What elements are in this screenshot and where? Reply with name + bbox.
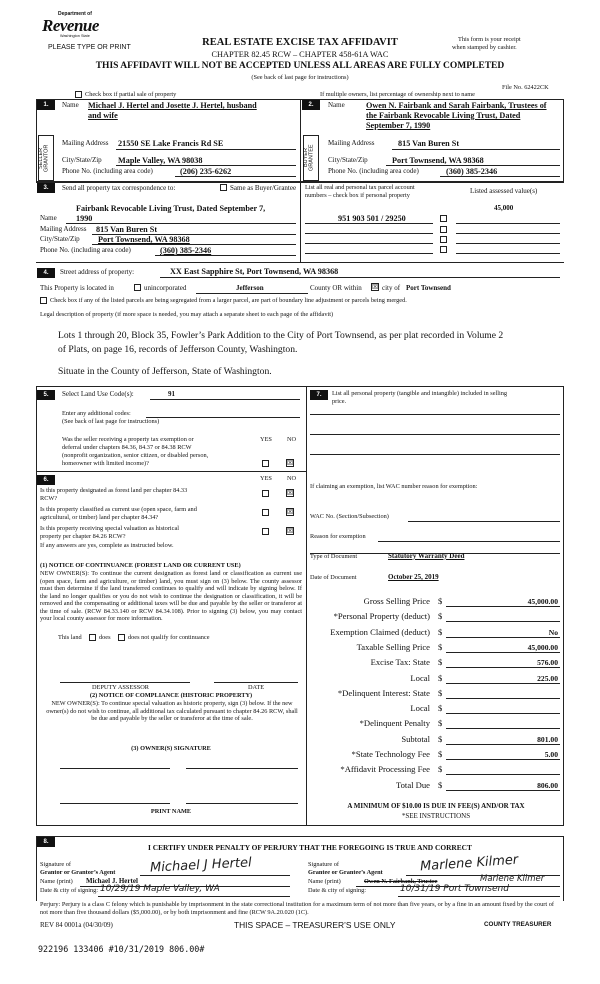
forest-yes-checkbox[interactable] [262, 490, 269, 497]
buyer-name-line2: the Fairbank Revocable Living Trust, Dated [366, 111, 521, 120]
dor-logo [38, 12, 98, 40]
correspondence-name-label: Name [40, 214, 57, 222]
exemption-q-line3: (nonprofit organization, senior citizen, or disabled person, [62, 452, 209, 459]
correspondence-city: Port Townsend, WA 98368 [98, 235, 190, 244]
correspondence-mail: 815 Van Buren St [96, 225, 158, 234]
buyer-side-label: BUYER GRANTEE [303, 135, 319, 181]
section-3-number: 3. [37, 183, 55, 193]
grantee-agent-label: Grantee or Grantee’s Agent [308, 869, 383, 876]
does-not-qualify-checkbox[interactable] [118, 634, 125, 641]
tax-row-dollar: $ [438, 642, 443, 652]
buyer-mail-label: Mailing Address [328, 139, 375, 147]
tax-row-dollar: $ [438, 657, 443, 667]
seller-phone-label: Phone No. (including area code) [62, 167, 153, 175]
correspondence-name-line1: Fairbank Revocable Living Trust, Dated September 7, [76, 204, 266, 213]
grantee-name-printed: Owen N. Fairbank, Trustee [364, 878, 438, 885]
buyer-mail: 815 Van Buren St [398, 139, 460, 148]
seller-name-line2: and wife [88, 111, 118, 120]
form-chapters: CHAPTER 82.45 RCW – CHAPTER 458-61A WAC [211, 50, 389, 59]
buyer-phone-label: Phone No. (including area code) [328, 167, 419, 175]
does-qualify-checkbox[interactable] [89, 634, 96, 641]
county-treasurer-label: COUNTY TREASURER [484, 921, 552, 928]
tax-row-amount[interactable]: 801.00 [537, 735, 558, 744]
seller-mail: 21550 SE Lake Francis Rd SE [118, 139, 224, 148]
parcel-4-checkbox[interactable] [440, 246, 447, 253]
tax-row-label: *Affidavit Processing Fee [340, 764, 430, 774]
buyer-phone: (360) 385-2346 [446, 167, 498, 176]
treasurer-use-only: THIS SPACE – TREASURER’S USE ONLY [234, 920, 396, 930]
partial-sale-label: Check box if partial sale of property [85, 91, 177, 98]
forest-no-checkbox[interactable]: ☒ [287, 489, 294, 497]
grantee-name-label: Name (print) [308, 878, 341, 885]
section-1-number: 1. [37, 100, 55, 110]
grantee-name-handwritten: Marlene Kilmer [480, 874, 545, 884]
multiple-owners-note: If multiple owners, list percentage of ownership next to name [320, 91, 475, 98]
doc-date: October 25, 2019 [388, 573, 439, 581]
current-use-no-checkbox[interactable]: ☒ [287, 508, 294, 516]
tax-row-label: Gross Selling Price [363, 596, 430, 606]
section-4-number: 4. [37, 268, 55, 278]
seller-name-line1: Michael J. Hertel and Josette J. Hertel, husband [88, 101, 257, 110]
grantee-signature: Marlene Kilmer [419, 852, 519, 875]
tax-row-label: *Personal Property (deduct) [333, 611, 430, 621]
tax-row-dollar: $ [438, 627, 443, 637]
tax-row-dollar: $ [438, 688, 443, 698]
buyer-name-line3: September 7, 1990 [366, 121, 431, 130]
tax-row-label: Exemption Claimed (deduct) [330, 627, 430, 637]
grantor-agent-label: Grantor or Grantor’s Agent [40, 869, 116, 876]
grantee-date-city: 10/31/19 Port Townsend [400, 884, 509, 894]
correspondence-name-line2: 1990 [76, 214, 93, 223]
correspondence-phone-label: Phone No. (including area code) [40, 246, 131, 254]
dept-line1: Department of [58, 11, 92, 17]
this-land-label: This land [58, 634, 82, 641]
grantee-sig-label1: Signature of [308, 861, 339, 868]
doc-type-label: Type of Document [310, 553, 358, 560]
parcel-1-checkbox[interactable] [440, 215, 447, 222]
s5-yes-header: YES [260, 436, 272, 443]
unincorporated-label: unincorporated [144, 284, 187, 292]
seller-phone: (206) 235-6262 [180, 167, 232, 176]
section-6-number: 6. [37, 475, 55, 485]
current-use-q-line2: agricultural, or timber) land per chapter 84.34? [40, 514, 159, 521]
parcel-2-checkbox[interactable] [440, 226, 447, 233]
tax-row-amount[interactable]: 45,000.00 [527, 597, 558, 606]
grantor-date-city: 10/29/19 Maple Valley, WA [100, 884, 220, 894]
form-title: REAL ESTATE EXCISE TAX AFFIDAVIT [202, 37, 398, 48]
tax-row-label: Subtotal [401, 734, 430, 744]
same-as-buyer-checkbox[interactable] [220, 184, 227, 191]
form-warning: THIS AFFIDAVIT WILL NOT BE ACCEPTED UNLESS ALL AREAS ARE FULLY COMPLETED [95, 61, 505, 71]
within-city-checkbox[interactable]: ☒ [372, 283, 379, 291]
legal-description-line2: of Plats, on page 16, records of Jefferson County, Washington. [58, 344, 298, 355]
tax-row-label: Local [410, 673, 430, 683]
grantor-date-label: Date & city of signing: [40, 887, 99, 894]
historic-yes-checkbox[interactable] [262, 528, 269, 535]
grantor-name-label: Name (print) [40, 878, 73, 885]
exemption-wac-label: If claiming an exemption, list WAC number reason for exemption: [310, 483, 478, 490]
buyer-city-label: City/State/Zip [328, 156, 368, 164]
assessor-date-label: DATE [248, 684, 265, 691]
correspondence-phone: (360) 385-2346 [160, 246, 212, 255]
notice-compliance-text: NEW OWNER(S): To continue special valuation as historic property, sign (3) below. If the new owner(s) do not wish to continue, all additional tax calculated pursuant to chapter 84.26 RCW, shall be due and payable by the seller or transferor at the time of sale. [46, 700, 298, 723]
historic-q-line2: property per chapter 84.26 RCW? [40, 533, 126, 540]
tax-row-dollar: $ [438, 703, 443, 713]
certify-statement: I CERTIFY UNDER PENALTY OF PERJURY THAT THE FOREGOING IS TRUE AND CORRECT [148, 843, 472, 852]
legal-description-line1: Lots 1 through 20, Block 35, Fowler’s Park Addition to the City of Port Townsend, as per plat recorded in Volume 2 [58, 330, 504, 341]
partial-sale-checkbox[interactable] [75, 91, 82, 98]
doc-type: Statutory Warranty Deed [388, 552, 465, 560]
grantor-sig-label1: Signature of [40, 861, 71, 868]
buyer-city: Port Townsend, WA 98368 [392, 156, 484, 165]
tax-row-dollar: $ [438, 780, 443, 790]
tax-row-label: *Delinquent Penalty [359, 718, 430, 728]
city-name: Port Townsend [406, 284, 451, 292]
doc-date-label: Date of Document [310, 574, 357, 581]
file-number: File No. 62422CK [502, 84, 549, 91]
section-8-number: 8. [37, 837, 55, 847]
dept-line2: Washington State [60, 34, 90, 38]
current-use-q-line1: Is this property classified as current use (open space, farm and [40, 506, 197, 513]
seller-side-label: SELLER GRANTOR [38, 135, 54, 181]
notice-continuance-title: (1) NOTICE OF CONTINUANCE (FOREST LAND OR CURRENT USE) [40, 562, 241, 569]
correspondence-city-label: City/State/Zip [40, 235, 80, 243]
owner-signature-title: (3) OWNER(S) SIGNATURE [131, 745, 211, 752]
if-yes-instruction: If any answers are yes, complete as instructed below. [40, 542, 174, 549]
tax-row-dollar: $ [438, 749, 443, 759]
exemption-q-line2: deferral under chapters 84.36, 84.37 or 84.38 RCW [62, 444, 192, 451]
grantee-date-label: Date & city of signing: [308, 887, 367, 894]
parcel-3-checkbox[interactable] [440, 236, 447, 243]
seller-mail-label: Mailing Address [62, 139, 109, 147]
receipt-line1: This form is your receipt [458, 36, 521, 43]
does-not-label: does not qualify for continuance [128, 634, 210, 641]
personal-property-label2: price. [332, 398, 347, 405]
see-back: (See back of last page for instructions) [251, 74, 349, 81]
historic-q-line1: Is this property receiving special valuation as historical [40, 525, 180, 532]
county-or-within-label: County OR within [310, 284, 362, 292]
forest-q-line1: Is this property designated as forest land per chapter 84.33 [40, 487, 188, 494]
additional-codes-label2: (See back of last page for instructions) [62, 418, 160, 425]
buyer-name-line1: Owen N. Fairbank and Sarah Fairbank, Trustees of [366, 101, 547, 110]
tax-row-dollar: $ [438, 673, 443, 683]
tax-row-amount[interactable]: No [548, 628, 558, 637]
exemption-no-checkbox[interactable]: ☒ [287, 459, 294, 467]
unincorporated-checkbox[interactable] [134, 284, 141, 291]
exemption-yes-checkbox[interactable] [262, 460, 269, 467]
buyer-name-label: Name [328, 101, 345, 109]
street-address: XX East Sapphire St, Port Townsend, WA 98368 [170, 267, 339, 276]
notice-compliance-title: (2) NOTICE OF COMPLIANCE (HISTORIC PROPERTY) [89, 692, 253, 699]
send-correspondence-label: Send all property tax correspondence to: [62, 184, 176, 192]
tax-row-label: Total Due [395, 780, 430, 790]
land-use-label: Select Land Use Code(s): [62, 390, 134, 398]
tax-row-label: Excise Tax: State [370, 657, 430, 667]
notice-continuance-text: NEW OWNER(S): To continue the current designation as forest land or classification as current use (open space, farm and agriculture, or timber) land, you must sign on (3) below. The county assessor must then determine if the land transferred continues to qualify and will indicate by signing below. If the land no longer qualifies or you do not wish to continue the designation or classification, it will be removed and the compensating or additional taxes will be due and payable by the seller or transferor at the time of sale. (RCW 84.33.140 or RCW 84.34.108). Prior to signing (3) below, you may contact your local county assessor for more information. [40, 570, 302, 623]
current-use-yes-checkbox[interactable] [262, 509, 269, 516]
forest-q-line2: RCW? [40, 495, 58, 502]
s5-no-header: NO [287, 436, 297, 443]
land-use-code: 91 [168, 390, 175, 398]
street-address-label: Street address of property: [60, 268, 135, 276]
see-instructions-note: *SEE INSTRUCTIONS [401, 812, 471, 820]
tax-row-label: Taxable Selling Price [356, 642, 430, 652]
exemption-q-line4: homeowner with limited income)? [62, 460, 149, 467]
same-as-buyer-label: Same as Buyer/Grantee [230, 184, 297, 192]
tax-row-dollar: $ [438, 718, 443, 728]
tax-row-amount[interactable]: 576.00 [537, 658, 558, 667]
tax-row-dollar: $ [438, 764, 443, 774]
segregated-label: Check box if any of the listed parcels are being segregated from a larger parcel, are part of boundary line adjustment or parcels being merged. [50, 297, 407, 304]
perjury-notice: Perjury: Perjury is a class C felony which is punishable by imprisonment in the state correctional institution for a maximum term of not more than five years, or by a fine in an amount fixed by the court of not more than five thousand dollars ($5,000.00), or by both imprisonment and fine (RCW 9A.20.020 (1C). [40, 901, 554, 916]
correspondence-mail-label: Mailing Address [40, 225, 87, 233]
rev-number: REV 84 0001a (04/30/09) [40, 921, 113, 929]
tax-row-label: Local [410, 703, 430, 713]
minimum-due-note: A MINIMUM OF $10.00 IS DUE IN FEE(S) AND/OR TAX [347, 802, 525, 810]
segregated-checkbox[interactable] [40, 297, 47, 304]
please-type: PLEASE TYPE OR PRINT [48, 44, 131, 51]
seller-city-label: City/State/Zip [62, 156, 102, 164]
print-name-label: PRINT NAME [150, 808, 192, 815]
reason-exemption-label: Reason for exemption [310, 533, 366, 540]
historic-no-checkbox[interactable]: ☒ [287, 527, 294, 535]
parcel-list-label2: numbers – check box if personal property [305, 192, 410, 199]
tax-row-amount[interactable]: 806.00 [537, 781, 558, 790]
section-2-number: 2. [302, 100, 320, 110]
section-7-number: 7. [310, 390, 328, 400]
legal-description-line3: Situate in the County of Jefferson, State of Washington. [58, 366, 272, 377]
assessed-value-label: Listed assessed value(s) [470, 187, 538, 195]
s6-no-header: NO [287, 475, 297, 482]
s6-yes-header: YES [260, 475, 272, 482]
receipt-line2: when stamped by cashier. [452, 44, 517, 51]
legal-description-label: Legal description of property (if more space is needed, you may attach a separate sheet to each page of the affidavit) [40, 311, 334, 318]
seller-city: Maple Valley, WA 98038 [118, 156, 203, 165]
grantor-name: Michael J. Hertel [86, 877, 138, 885]
tax-row-label: *State Technology Fee [351, 749, 430, 759]
seller-name-label: Name [62, 101, 79, 109]
treasurer-stamp: 922196 133406 #10/31/2019 806.00# [38, 944, 205, 954]
tax-row-amount[interactable]: 225.00 [537, 674, 558, 683]
tax-row-dollar: $ [438, 611, 443, 621]
tax-row-amount[interactable]: 45,000.00 [527, 643, 558, 652]
located-in-label: This Property is located in [40, 284, 114, 292]
city-of-label: city of [382, 284, 401, 292]
exemption-q-line1: Was the seller receiving a property tax exemption or [62, 436, 194, 443]
tax-row-amount[interactable]: 5.00 [544, 750, 558, 759]
deputy-assessor-label: DEPUTY ASSESSOR [92, 684, 149, 691]
grantor-signature: Michael J Hertel [149, 855, 253, 876]
tax-row-label: *Delinquent Interest: State [337, 688, 430, 698]
dept-logo-text: Revenue [42, 16, 99, 35]
wac-number-label: WAC No. (Section/Subsection) [310, 513, 389, 520]
parcel-list-label1: List all real and personal tax parcel account [305, 184, 415, 191]
section-5-number: 5. [37, 390, 55, 400]
tax-row-dollar: $ [438, 734, 443, 744]
assessed-value: 45,000 [494, 204, 514, 212]
additional-codes-label1: Enter any additional codes: [62, 410, 131, 417]
parcel-number: 951 903 501 / 29250 [338, 214, 406, 223]
tax-row-dollar: $ [438, 596, 443, 606]
does-label: does [99, 634, 111, 641]
personal-property-label1: List all personal property (tangible and intangible) included in selling [332, 390, 508, 397]
county-name: Jefferson [236, 284, 264, 292]
